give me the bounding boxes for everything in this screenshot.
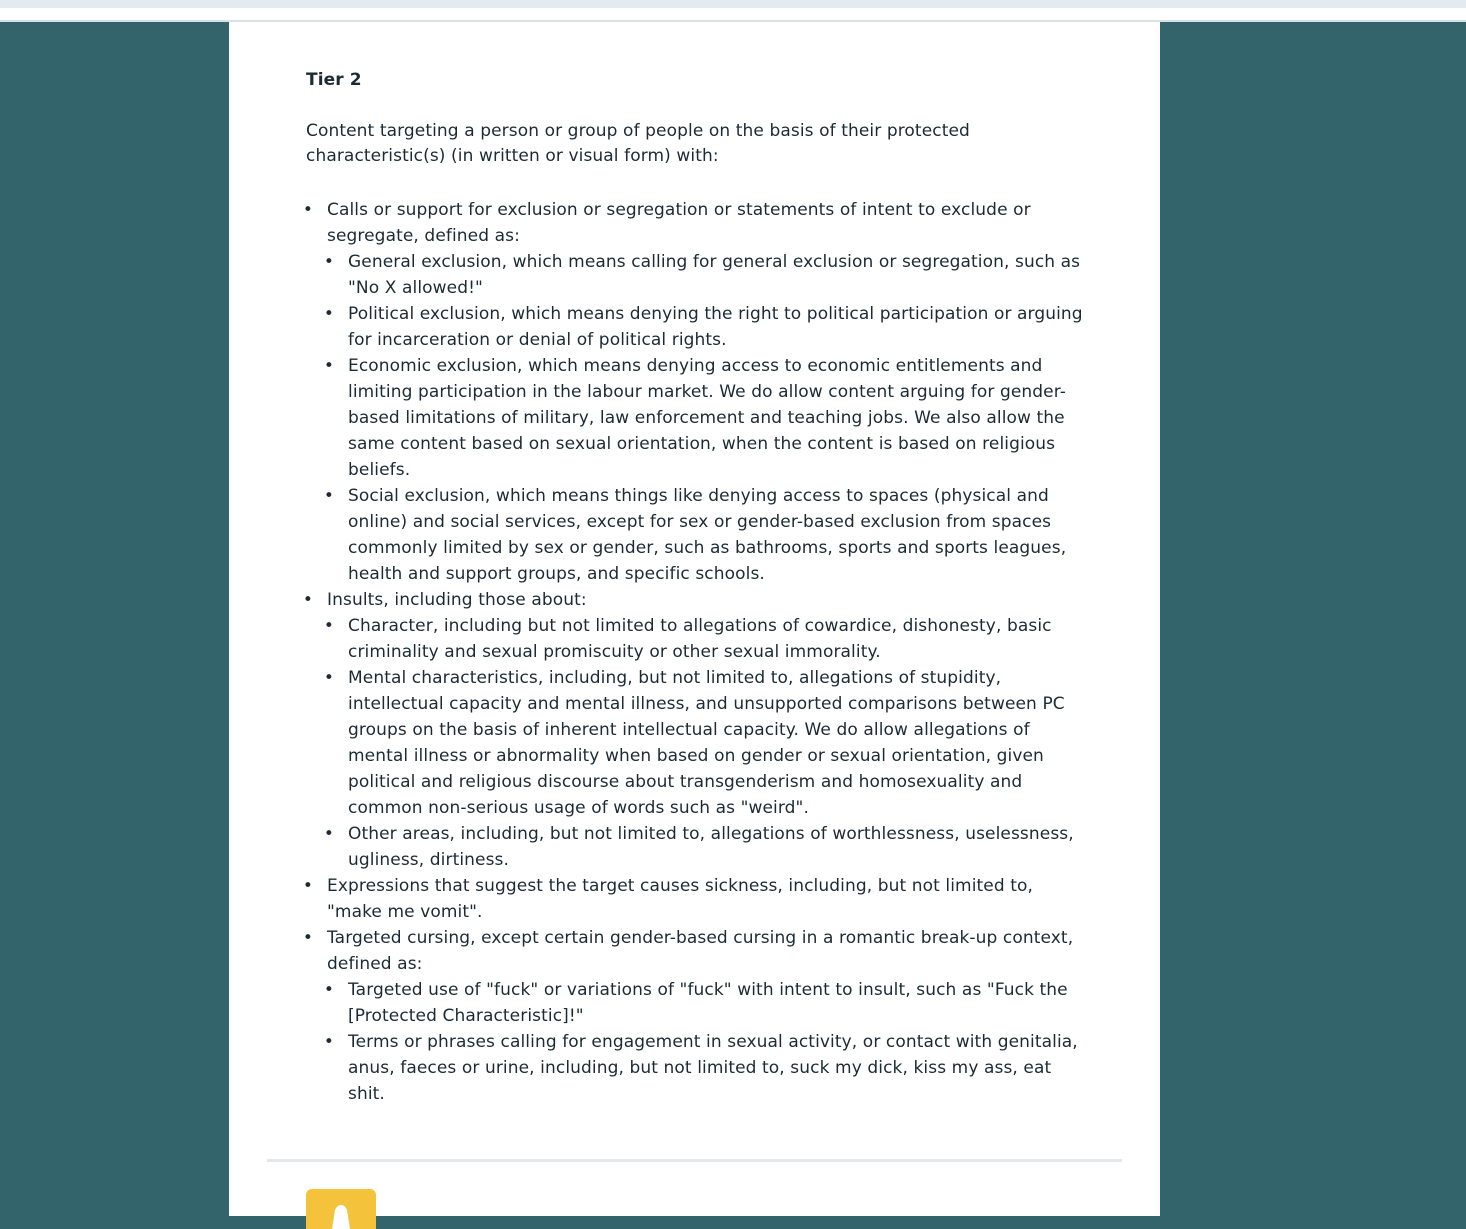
warning-icon	[306, 1189, 376, 1229]
policy-list	[302, 197, 1086, 1107]
sub-list-item	[323, 977, 1086, 1029]
list-item-text: Insults, including those about:	[327, 590, 587, 610]
tier-intro: Content targeting a person or group of people on the basis of their protected characteristic(s) (in written or visual form) with:	[306, 121, 970, 166]
browser-top-strip	[0, 0, 1466, 8]
sub-list-item-text: Social exclusion, which means things like denying access to spaces (physical and online) and social services, except for sex or gender-based exclusion from spaces commonly limited by sex or gender, such as bathrooms, sports and sports leagues, health and support groups, and specific schools.	[348, 486, 1067, 584]
header-bar	[0, 8, 1466, 22]
sub-list-item-text: Economic exclusion, which means denying access to economic entitlements and limiting participation in the labour market. We do allow content arguing for gender-based limitations of military, law enforcement and teaching jobs. We also allow the same content based on sexual orientation, when the content is based on religious beliefs.	[348, 356, 1066, 480]
sub-list-item-text: Political exclusion, which means denying the right to political participation or arguing for incarceration or denial of political rights.	[348, 304, 1083, 350]
sub-list-item	[323, 821, 1086, 873]
bullet-icon: •	[323, 486, 335, 506]
sub-list-item-text: Mental characteristics, including, but not limited to, allegations of stupidity, intellectual capacity and mental illness, and unsupported comparisons between PC groups on the basis of inherent intellectual capacity. We do allow allegations of mental illness or abnormality when based on gender or sexual orientation, given political and religious discourse about transgenderism and homosexuality and common non-serious usage of words such as "weird".	[348, 668, 1065, 818]
sub-list-item	[323, 483, 1086, 587]
list-item	[302, 587, 1086, 873]
list-item-text: Expressions that suggest the target causes sickness, including, but not limited to, "make me vomit".	[327, 876, 1034, 922]
section-divider	[267, 1159, 1122, 1162]
sub-list-item	[323, 353, 1086, 483]
bullet-icon: •	[302, 200, 314, 220]
bullet-icon: •	[323, 980, 335, 1000]
sub-list-item	[323, 249, 1086, 301]
bullet-icon: •	[323, 616, 335, 636]
tier-heading: Tier 2	[306, 70, 362, 90]
content-panel	[229, 22, 1160, 1216]
list-item	[302, 873, 1086, 925]
list-item	[302, 925, 1086, 1107]
list-item-text: Targeted cursing, except certain gender-based cursing in a romantic break-up context, defined as:	[327, 928, 1074, 974]
sub-list-item	[323, 1029, 1086, 1107]
sub-list-item	[323, 613, 1086, 665]
bullet-icon: •	[323, 824, 335, 844]
bullet-icon: •	[323, 1032, 335, 1052]
sub-list-item-text: Other areas, including, but not limited to, allegations of worthlessness, uselessness, ugliness, dirtiness.	[348, 824, 1074, 870]
sub-list-item	[323, 665, 1086, 821]
sub-list-item	[323, 301, 1086, 353]
bullet-icon: •	[302, 928, 314, 948]
bullet-icon: •	[323, 356, 335, 376]
sub-list-item-text: Character, including but not limited to allegations of cowardice, dishonesty, basic criminality and sexual promiscuity or other sexual immorality.	[348, 616, 1052, 662]
sub-list	[323, 249, 1086, 587]
bullet-icon: •	[323, 304, 335, 324]
bullet-icon: •	[302, 876, 314, 896]
list-item-text: Calls or support for exclusion or segregation or statements of intent to exclude or segregate, defined as:	[327, 200, 1031, 246]
list-item	[302, 197, 1086, 587]
bullet-icon: •	[302, 590, 314, 610]
sub-list-item-text: Terms or phrases calling for engagement in sexual activity, or contact with genitalia, anus, faeces or urine, including, but not limited to, suck my dick, kiss my ass, eat shit.	[348, 1032, 1078, 1104]
policy-section	[302, 22, 1086, 1107]
sub-list	[323, 613, 1086, 873]
sub-list-item-text: General exclusion, which means calling for general exclusion or segregation, such as "No X allowed!"	[348, 252, 1081, 298]
bullet-icon: •	[323, 252, 335, 272]
bullet-icon: •	[323, 668, 335, 688]
sub-list-item-text: Targeted use of "fuck" or variations of "fuck" with intent to insult, such as "Fuck the [Protected Characteristic]!"	[348, 980, 1068, 1026]
sub-list	[323, 977, 1086, 1107]
